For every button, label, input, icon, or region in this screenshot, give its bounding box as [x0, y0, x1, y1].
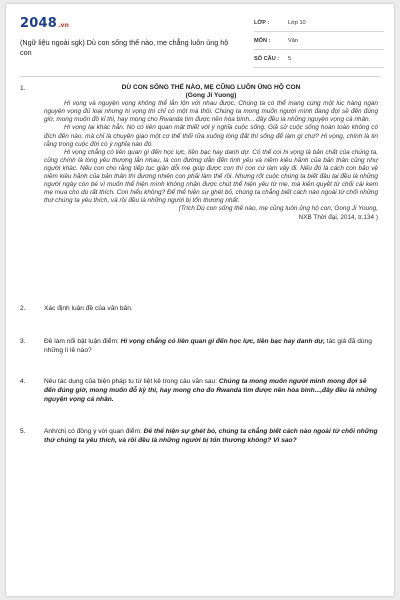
question-4	[20, 377, 380, 404]
passage-author: (Gong Ji Yuong)	[185, 92, 237, 100]
passage-title: DÙ CON SỐNG THẾ NÀO, MẸ CŨNG LUÔN ỦNG HỘ CON	[121, 84, 301, 91]
question-3	[20, 337, 380, 355]
question-number: 4.	[20, 378, 26, 385]
question-number: 3.	[20, 338, 26, 345]
logo-text: 2048	[20, 16, 57, 31]
meta-value: Văn	[288, 37, 298, 44]
question-text: Xác định luận đề của văn bản.	[44, 305, 133, 312]
question-number: 5.	[20, 428, 26, 435]
question-text	[44, 427, 380, 445]
meta-value: Lớp 10	[288, 19, 306, 26]
question-lead: Đề làm nổi bật luận điểm:	[44, 338, 119, 345]
question-number: 1.	[20, 85, 26, 92]
question-2	[20, 304, 380, 313]
reading-passage	[44, 84, 378, 222]
question-lead: Nêu tác dụng của biện pháp tu từ liệt kê trong câu văn sau:	[44, 378, 218, 385]
question-text	[44, 377, 380, 404]
meta-value: 5	[288, 55, 292, 62]
question-quote: Chúng ta mong muốn người mình mong đợi sẽ đến đúng giờ, mong muốn đỗ kỳ thi, hay mong cho đo Rwanda tìm được nền hòa bình...,đây đều là những nguyện vọng cá nhân.	[44, 378, 377, 403]
passage-paragraph: Hi vọng chẳng có liên quan gì đến học lực, tiền bạc hay danh dự. Có thể coi hi vọng là bản chất của chúng ta, cũng chính là lòng yêu thương lẫn nhau, là con đường dẫn đến tình yêu và niềm kiêu hãnh của bản thân cũng như người khác. Nếu con cho rằng tiếp tục giận dỗi mẹ giúp được con thì con cứ làm vậy đi. Nếu đó là cách con bảo vệ niềm kiêu hãnh của bản thân thì đương nhiên con phải làm thế rồi. Nhưng rốt cuộc chúng ta biết đâu lại đều là những người ngày còn bé vì muốn thể hiện mình không nhận được chút thể hiện yêu từ mẹ, mà kiên quyết từ chối cái kem mẹ mua cho dù rất thích. Con hiểu không? Để thể hiện sự ghét bỏ, chúng ta chẳng biết cách nào ngoài từ chối những thứ chúng ta yêu thích, và rồi đều là những người bị tổn thương nhất.	[44, 148, 378, 205]
header-divider	[20, 76, 380, 77]
meta-table	[254, 14, 384, 68]
meta-label: MÔN :	[254, 37, 271, 44]
worksheet-page	[6, 4, 394, 596]
question-lead: Anh/chị có đồng ý với quan điểm:	[44, 428, 142, 435]
passage-citation: (Trích Dù con sống thế nào, mẹ cũng luôn ủng hộ con, Gong Ji Young,	[178, 205, 378, 213]
question-text	[44, 337, 380, 355]
site-logo[interactable]	[20, 16, 69, 31]
meta-label: LỚP :	[254, 19, 270, 26]
meta-row-grade	[254, 14, 384, 32]
meta-row-question-count	[254, 50, 384, 68]
passage-paragraph: Hi vọng lại khác hẳn. Nó có liên quan mật thiết với ý nghĩa cuộc sống. Giả sử cuộc sống hoàn toàn không có đích đến nào, mà chỉ là chuyện giao một cơ thể thối rữa xuống lòng đất thì sống để làm gì chứ? Hi vọng, chính là tin rằng trong cuộc đời có ý nghĩa nào đó.	[44, 124, 378, 148]
meta-label: SỐ CÂU :	[254, 55, 280, 62]
question-5	[20, 427, 380, 445]
worksheet-title: (Ngữ liệu ngoài sgk) Dù con sống thế nào, mẹ chẳng luôn ủng hộ con	[20, 38, 229, 57]
meta-row-subject	[254, 32, 384, 50]
question-tail: tác giả đã dùng những lí lẽ nào?	[44, 338, 372, 354]
logo-suffix: .vn	[57, 22, 70, 29]
question-quote: Để thể hiện sự ghét bỏ, chúng ta chẳng biết cách nào ngoài từ chối những thứ chúng ta yêu thích, và rồi đều là những người bị tổn thương không? Vì sao?	[44, 428, 378, 444]
question-quote: Hi vọng chẳng có liên quan gì đến học lực, tiền bạc hay danh dự,	[120, 338, 325, 345]
question-number: 2.	[20, 305, 26, 312]
passage-paragraph: Hi vọng và nguyện vọng không thể lẫn lộn với nhau được. Chúng ta có thể mang cùng một lúc hàng ngàn nguyện vọng đủ loại nhưng hi vọng thì chỉ có một mà thôi. Chúng ta mong muốn người mình đang đợi sẽ đến đúng giờ, mong muốn đồ kỉ thi, hay mong cho Rwanda tìm được nền hòa bình... đây đều là những nguyện vọng cá nhân.	[44, 100, 378, 124]
passage-publisher: NXB Thời đại, 2014, tr.134 )	[298, 213, 378, 221]
